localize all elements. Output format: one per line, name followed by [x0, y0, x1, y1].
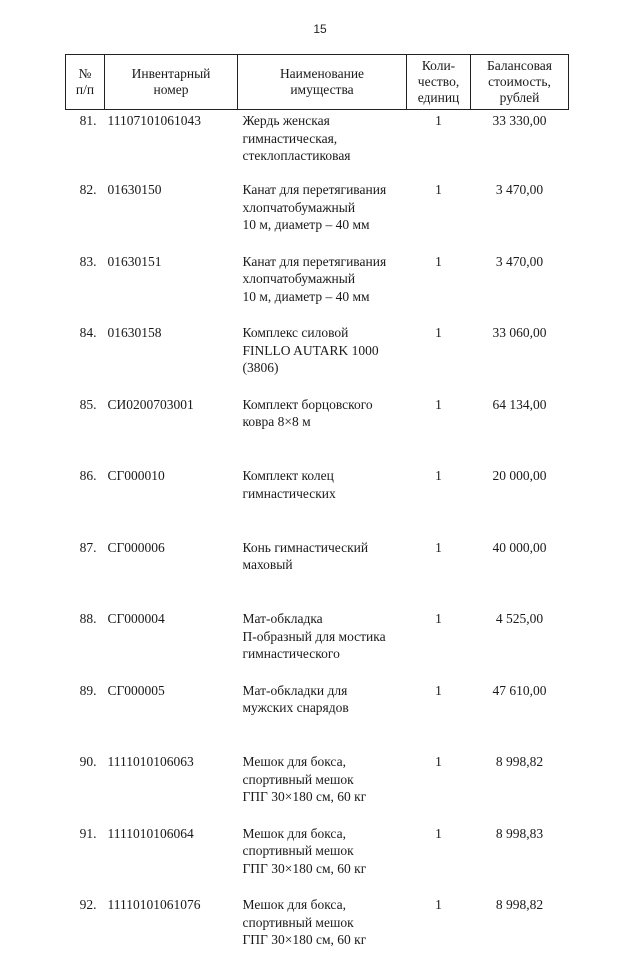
- balance-value: 64 134,00: [492, 396, 547, 412]
- row-number: 88.: [79, 611, 97, 626]
- inventory-number: 1111010106064: [107, 825, 194, 841]
- property-name-line: Конь гимнастический: [242, 539, 369, 555]
- property-name: [238, 253, 407, 325]
- inventory-number: СГ000010: [107, 468, 165, 483]
- table-row: [66, 181, 569, 253]
- header-number-line: №: [78, 66, 92, 81]
- row-number: 92.: [79, 897, 97, 912]
- property-name-line: хлопчатобумажный: [242, 271, 356, 286]
- table-row: [66, 467, 569, 539]
- property-name: [238, 825, 407, 897]
- property-name-line: хлопчатобумажный: [242, 199, 356, 215]
- quantity: 1: [435, 396, 442, 412]
- row-number: 91.: [79, 825, 97, 841]
- quantity: 1: [435, 682, 442, 698]
- property-name: [238, 324, 407, 396]
- property-name-line: Комплект колец: [242, 468, 334, 483]
- row-number: 90.: [79, 754, 97, 769]
- balance-value: 3 470,00: [495, 182, 544, 197]
- property-name-line: Мат-обкладка: [242, 611, 323, 626]
- table-row: [66, 324, 569, 396]
- header-balance-value: [471, 55, 569, 110]
- table-row: [66, 253, 569, 325]
- property-name-line: Мат-обкладки для: [242, 682, 348, 698]
- property-name: [238, 539, 407, 611]
- property-name-line: ГПГ 30×180 см, 60 кг: [242, 789, 367, 804]
- row-number: 86.: [79, 468, 97, 483]
- property-name-line: 10 м, диаметр – 40 мм: [242, 288, 370, 304]
- inventory-number: 11110101061076: [107, 897, 201, 912]
- inventory-number: 01630150: [107, 182, 162, 197]
- quantity: 1: [435, 325, 442, 340]
- row-number: 83.: [79, 253, 97, 269]
- row-number: 89.: [79, 682, 97, 698]
- property-name-line: гимнастического: [242, 646, 340, 661]
- quantity: 1: [435, 253, 442, 269]
- property-name: [238, 467, 407, 539]
- property-name-line: Канат для перетягивания: [242, 253, 387, 269]
- header-value-line: стоимость,: [488, 74, 551, 89]
- row-number: 87.: [79, 539, 97, 555]
- balance-value: 20 000,00: [492, 468, 547, 483]
- property-name-line: Канат для перетягивания: [242, 182, 387, 197]
- property-name-line: П-образный для мостика: [242, 628, 386, 644]
- header-quantity-line: Коли-: [421, 58, 456, 73]
- row-number: 85.: [79, 396, 97, 412]
- table-header: [66, 55, 569, 110]
- inventory-number: СГ000005: [107, 682, 165, 698]
- property-name-line: Комплекс силовой: [242, 325, 349, 340]
- property-name-line: Жердь женская: [242, 113, 330, 128]
- property-name-line: ковра 8×8 м: [242, 414, 311, 429]
- property-name-line: Комплект борцовского: [242, 396, 373, 412]
- table-row: [66, 610, 569, 682]
- inventory-table: [65, 54, 569, 968]
- header-inventory-number: [105, 55, 238, 110]
- property-name-line: Мешок для бокса,: [242, 825, 346, 841]
- quantity: 1: [435, 182, 442, 197]
- header-name-line: Наименование: [279, 66, 365, 81]
- quantity: 1: [435, 539, 442, 555]
- property-name: [238, 610, 407, 682]
- property-name: [238, 753, 407, 825]
- inventory-number: СГ000004: [107, 611, 165, 626]
- quantity: 1: [435, 468, 442, 483]
- property-name-line: ГПГ 30×180 см, 60 кг: [242, 932, 367, 947]
- table-row: [66, 110, 569, 182]
- header-quantity-line: чество,: [417, 74, 460, 89]
- quantity: 1: [435, 825, 442, 841]
- header-value-line: Балансовая: [487, 58, 552, 73]
- row-number: 84.: [79, 325, 97, 340]
- inventory-number: 1111010106063: [107, 754, 194, 769]
- row-number: 82.: [79, 182, 97, 197]
- inventory-number: СИ0200703001: [107, 396, 194, 412]
- header-number-line: п/п: [75, 82, 95, 97]
- table-body: [66, 110, 569, 968]
- property-name: [238, 110, 407, 182]
- header-name-line: имущества: [290, 82, 354, 97]
- balance-value: 8 998,82: [495, 897, 544, 912]
- balance-value: 33 060,00: [492, 325, 547, 340]
- quantity: 1: [435, 897, 442, 912]
- property-name-line: гимнастическая,: [242, 130, 338, 146]
- row-number: 81.: [79, 113, 97, 128]
- property-name-line: Мешок для бокса,: [242, 754, 346, 769]
- header-property-name: [238, 55, 407, 110]
- header-value-line: рублей: [499, 90, 540, 105]
- header-quantity: [407, 55, 471, 110]
- property-name-line: гимнастических: [242, 485, 336, 501]
- property-name-line: стеклопластиковая: [242, 148, 351, 163]
- property-name-line: Мешок для бокса,: [242, 897, 346, 912]
- property-name-line: 10 м, диаметр – 40 мм: [242, 217, 370, 232]
- property-name-line: спортивный мешок: [242, 771, 354, 787]
- inventory-number: 11107101061043: [107, 113, 201, 128]
- table-row: [66, 682, 569, 754]
- property-name-line: спортивный мешок: [242, 914, 354, 930]
- table-row: [66, 396, 569, 468]
- balance-value: 4 525,00: [495, 611, 544, 626]
- property-name: [238, 396, 407, 468]
- property-name: [238, 682, 407, 754]
- balance-value: 3 470,00: [495, 253, 544, 269]
- header-inventory-line: номер: [153, 82, 189, 97]
- table-row: [66, 825, 569, 897]
- balance-value: 8 998,82: [495, 754, 544, 769]
- balance-value: 47 610,00: [492, 682, 547, 698]
- header-number: [66, 55, 105, 110]
- header-quantity-line: единиц: [417, 90, 460, 105]
- property-name-line: FINLLO AUTARK 1000: [242, 342, 379, 358]
- page-number: 15: [313, 22, 327, 36]
- balance-value: 8 998,83: [495, 825, 544, 841]
- header-inventory-line: Инвентарный: [131, 66, 211, 81]
- table-row: [66, 753, 569, 825]
- quantity: 1: [435, 113, 442, 128]
- property-name-line: ГПГ 30×180 см, 60 кг: [242, 860, 367, 876]
- balance-value: 40 000,00: [492, 539, 547, 555]
- inventory-number: 01630151: [107, 253, 162, 269]
- property-name-line: маховый: [242, 557, 293, 572]
- quantity: 1: [435, 611, 442, 626]
- table-row: [66, 896, 569, 968]
- property-name: [238, 896, 407, 968]
- property-name-line: мужских снарядов: [242, 700, 349, 715]
- property-name: [238, 181, 407, 253]
- quantity: 1: [435, 754, 442, 769]
- inventory-number: 01630158: [107, 325, 162, 340]
- property-name-line: (3806): [242, 360, 279, 375]
- inventory-number: СГ000006: [107, 539, 165, 555]
- balance-value: 33 330,00: [492, 113, 547, 128]
- property-name-line: спортивный мешок: [242, 843, 354, 858]
- table-row: [66, 539, 569, 611]
